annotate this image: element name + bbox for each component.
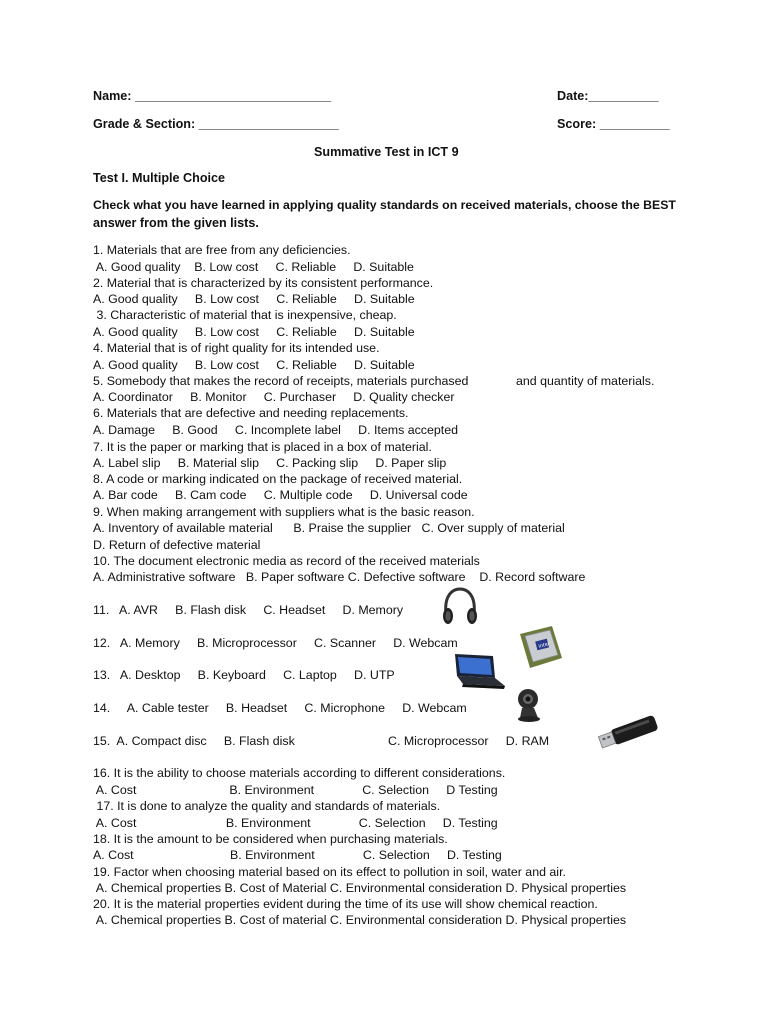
question-5-continued: and quantity of materials. bbox=[516, 374, 655, 388]
choices-7: A. Label slip B. Material slip C. Packing slip D. Paper slip bbox=[93, 456, 447, 470]
question-17: 17. It is done to analyze the quality and standards of materials. bbox=[93, 799, 441, 813]
name-field: Name: ____________________________ bbox=[93, 89, 332, 103]
choices-20: A. Chemical properties B. Cost of material C. Environmental consideration D. Physical properties bbox=[93, 913, 627, 927]
headset-icon bbox=[440, 586, 480, 628]
question-10: 10. The document electronic media as record of the received materials bbox=[93, 554, 480, 568]
question-18: 18. It is the amount to be considered when purchasing materials. bbox=[93, 832, 448, 846]
question-15: 15. A. Compact disc B. Flash disk bbox=[93, 734, 295, 748]
laptop-icon bbox=[449, 652, 507, 692]
page-title: Summative Test in ICT 9 bbox=[314, 145, 459, 159]
question-11: 11. A. AVR B. Flash disk C. Headset D. Memory bbox=[93, 603, 404, 617]
choices-5: A. Coordinator B. Monitor C. Purchaser D. Quality checker bbox=[93, 390, 455, 404]
choices-4: A. Good quality B. Low cost C. Reliable D. Suitable bbox=[93, 358, 415, 372]
choices-3: A. Good quality B. Low cost C. Reliable D. Suitable bbox=[93, 325, 415, 339]
svg-text:intel: intel bbox=[537, 641, 550, 650]
question-19: 19. Factor when choosing material based on its effect to pollution in soil, water and air. bbox=[93, 865, 566, 879]
question-9: 9. When making arrangement with suppliers what is the basic reason. bbox=[93, 505, 475, 519]
question-5: 5. Somebody that makes the record of receipts, materials purchased bbox=[93, 374, 469, 388]
choices-2: A. Good quality B. Low cost C. Reliable D. Suitable bbox=[93, 292, 415, 306]
question-7: 7. It is the paper or marking that is placed in a box of material. bbox=[93, 440, 432, 454]
question-14: 14. A. Cable tester B. Headset C. Microphone D. Webcam bbox=[93, 701, 467, 715]
choices-1: A. Good quality B. Low cost C. Reliable D. Suitable bbox=[93, 260, 414, 274]
choices-9-continued: D. Return of defective material bbox=[93, 538, 261, 552]
question-3: 3. Characteristic of material that is inexpensive, cheap. bbox=[93, 308, 397, 322]
choices-17: A. Cost B. Environment C. Selection D. Testing bbox=[93, 816, 498, 830]
choices-8: A. Bar code B. Cam code C. Multiple code D. Universal code bbox=[93, 488, 468, 502]
choices-19: A. Chemical properties B. Cost of Material C. Environmental consideration D. Physical properties bbox=[93, 881, 627, 895]
flash-disk-icon bbox=[596, 712, 662, 754]
choices-9: A. Inventory of available material B. Praise the supplier C. Over supply of material bbox=[93, 521, 565, 535]
question-13: 13. A. Desktop B. Keyboard C. Laptop D. UTP bbox=[93, 668, 395, 682]
choices-18: A. Cost B. Environment C. Selection D. Testing bbox=[93, 848, 502, 862]
microprocessor-icon bbox=[516, 624, 566, 670]
question-6: 6. Materials that are defective and needing replacements. bbox=[93, 406, 409, 420]
question-12: 12. A. Memory B. Microprocessor C. Scanner D. Webcam bbox=[93, 636, 458, 650]
question-4: 4. Material that is of right quality for its intended use. bbox=[93, 341, 380, 355]
question-2: 2. Material that is characterized by its consistent performance. bbox=[93, 276, 434, 290]
date-field: Date:__________ bbox=[557, 89, 659, 103]
instruction-line-1: Check what you have learned in applying quality standards on received materials, choose the BEST bbox=[93, 198, 676, 212]
score-field: Score: __________ bbox=[557, 117, 670, 131]
instruction-line-2: answer from the given lists. bbox=[93, 216, 259, 230]
question-20: 20. It is the material properties evident during the time of its use will show chemical reaction. bbox=[93, 897, 598, 911]
choices-10: A. Administrative software B. Paper software C. Defective software D. Record software bbox=[93, 570, 586, 584]
grade-section-field: Grade & Section: ____________________ bbox=[93, 117, 339, 131]
webcam-icon bbox=[512, 686, 546, 724]
question-16: 16. It is the ability to choose materials according to different considerations. bbox=[93, 766, 506, 780]
question-8: 8. A code or marking indicated on the package of received material. bbox=[93, 472, 463, 486]
question-15-continued: C. Microprocessor D. RAM bbox=[388, 734, 550, 748]
question-1: 1. Materials that are free from any deficiencies. bbox=[93, 243, 351, 257]
choices-6: A. Damage B. Good C. Incomplete label D. Items accepted bbox=[93, 423, 459, 437]
test-label: Test I. Multiple Choice bbox=[93, 171, 226, 185]
choices-16: A. Cost B. Environment C. Selection D Testing bbox=[93, 783, 498, 797]
